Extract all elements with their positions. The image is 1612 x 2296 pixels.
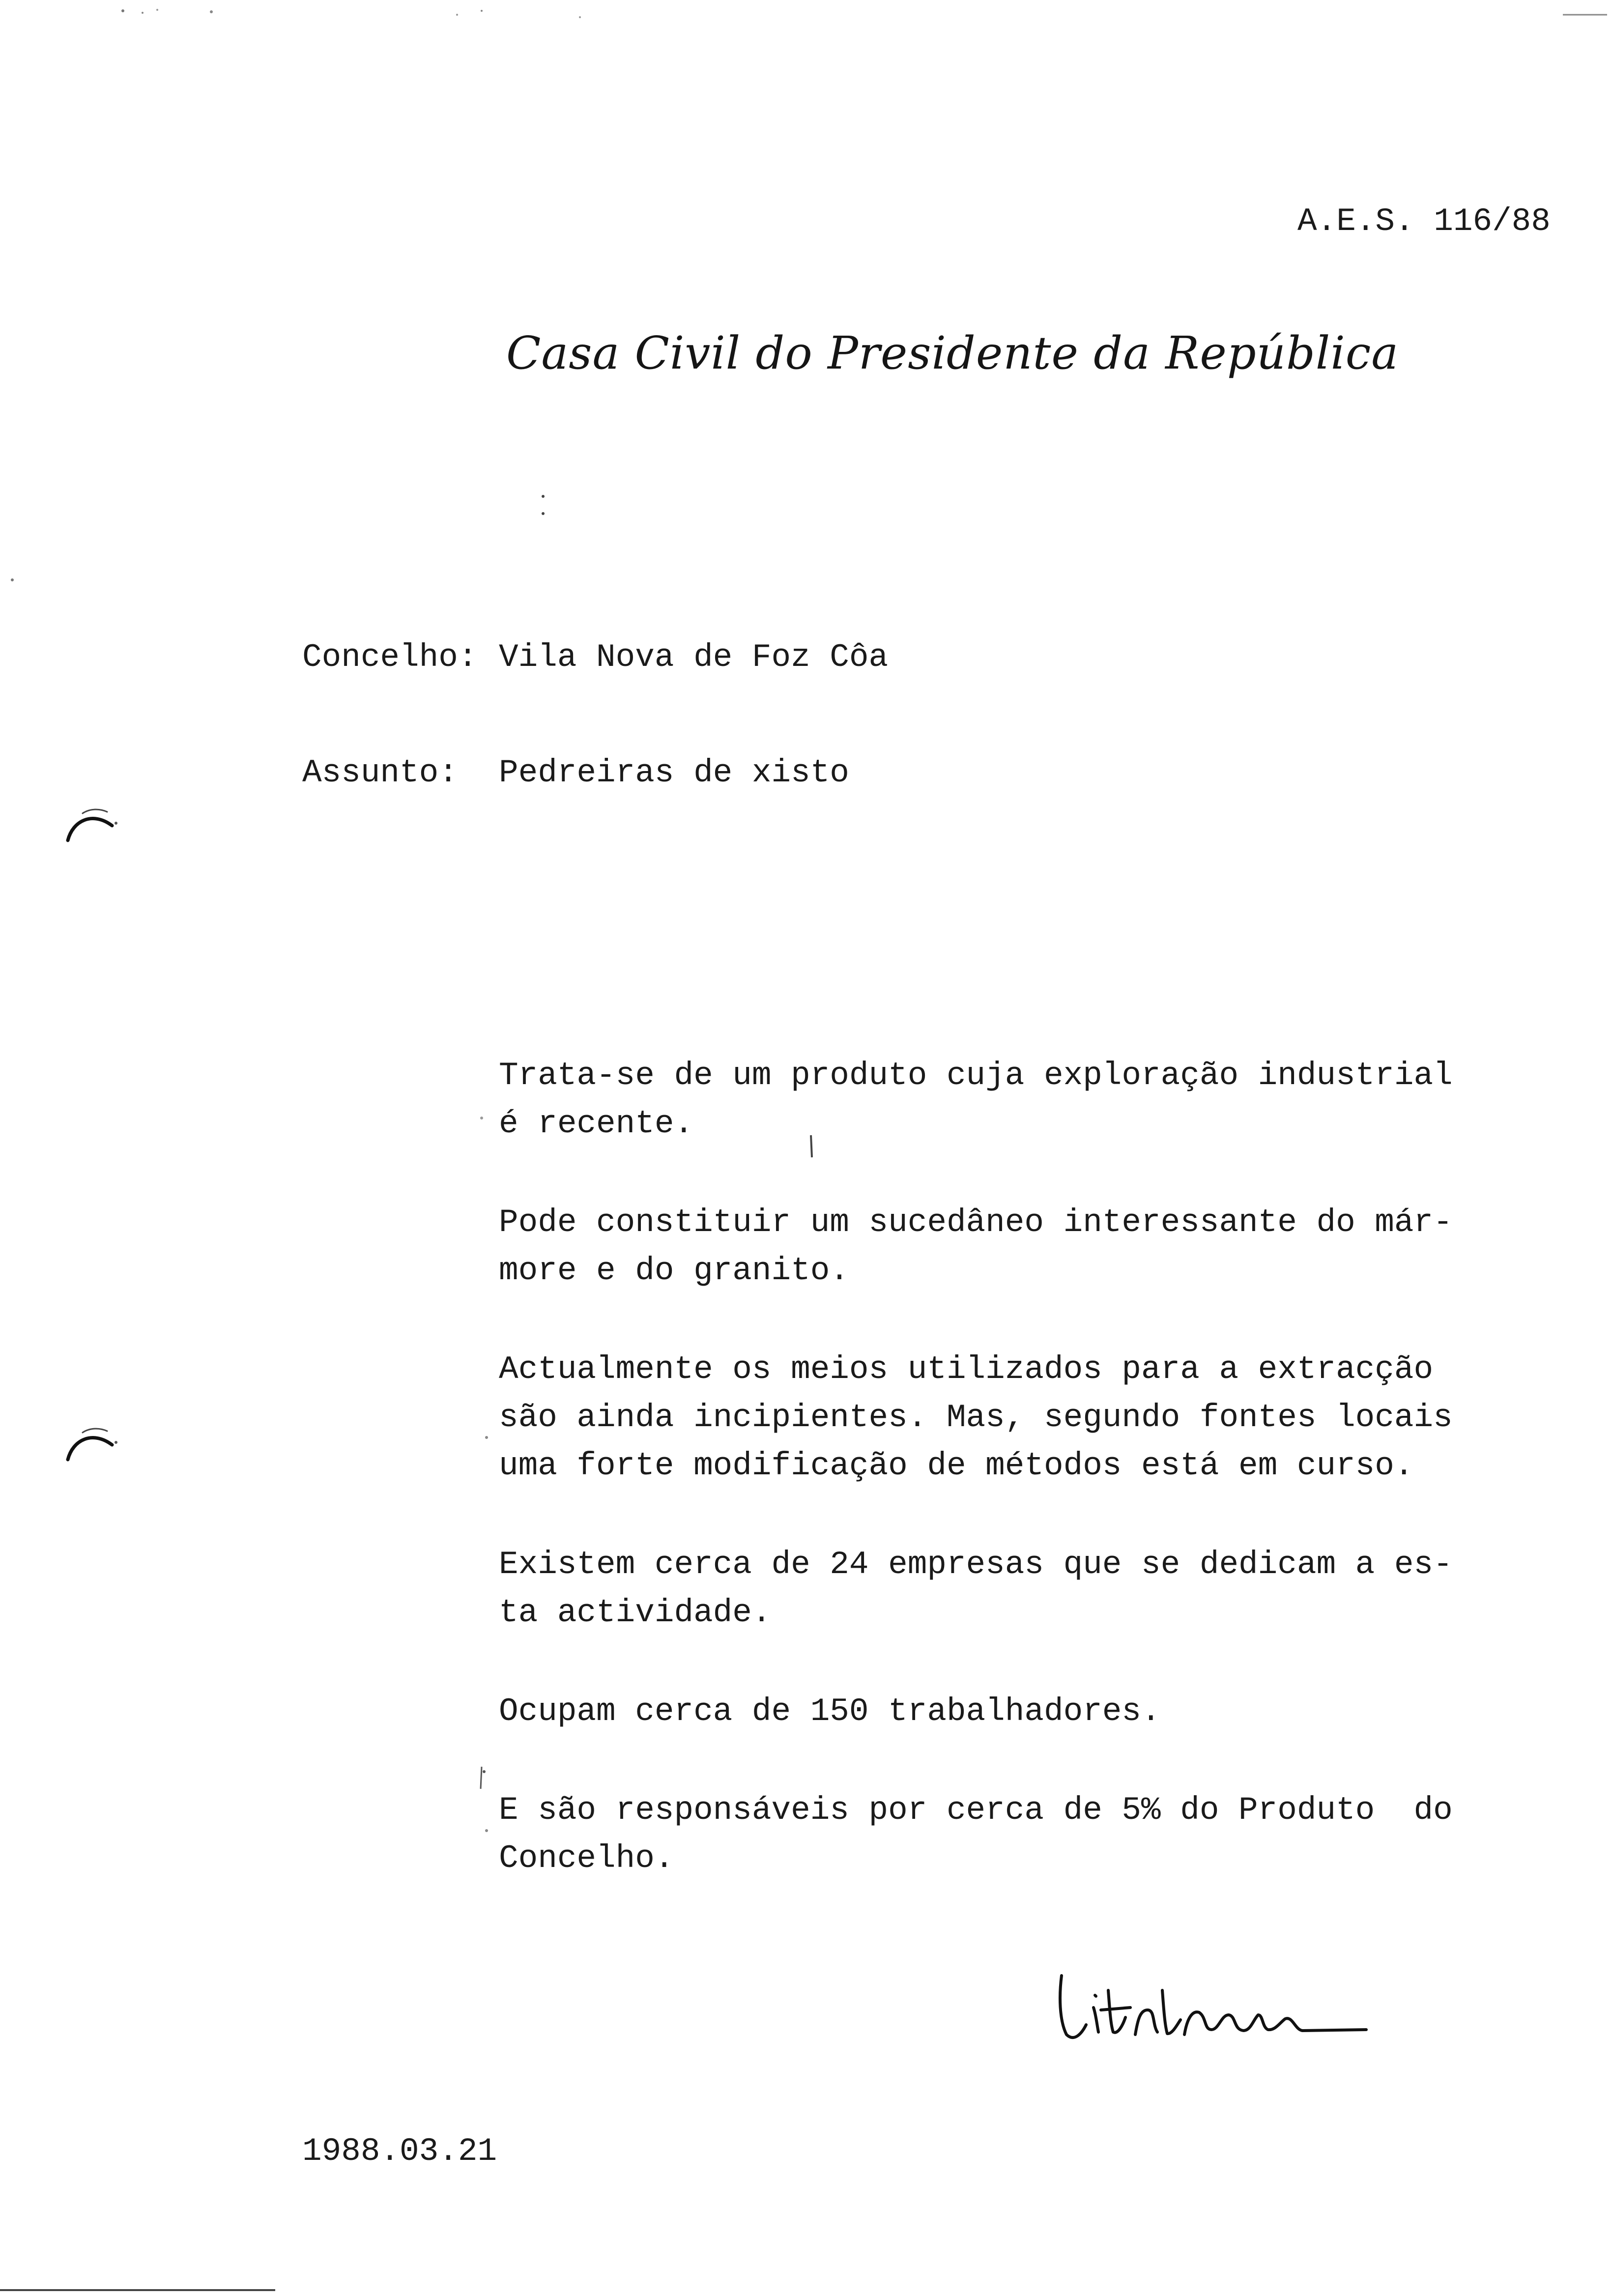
assunto-value: Pedreiras de xisto xyxy=(499,754,849,791)
assunto-label: Assunto: xyxy=(302,754,458,791)
document-date: 1988.03.21 xyxy=(302,2133,497,2170)
paragraph-3: Actualmente os meios utilizados para a extracção são ainda incipientes. Mas, segundo fontes locais uma forte modificação de métodos está em curso. xyxy=(499,1351,1453,1484)
concelho-label: Concelho: xyxy=(302,639,478,676)
concelho-value: Vila Nova de Foz Côa xyxy=(499,639,889,676)
paragraph-5: Ocupam cerca de 150 trabalhadores. xyxy=(499,1693,1161,1730)
reference-number: A.E.S. 116/88 xyxy=(1297,203,1551,240)
paragraph-4: Existem cerca de 24 empresas que se dedicam a es- ta actividade. xyxy=(499,1546,1453,1631)
paragraph-6: E são responsáveis por cerca de 5% do Produto do Concelho. xyxy=(499,1792,1453,1877)
body-text xyxy=(499,1052,1482,1933)
letterhead: Casa Civil do Presidente da República xyxy=(506,327,1399,379)
paragraph-2: Pode constituir um sucedâneo interessante do már- more e do granito. xyxy=(499,1204,1453,1289)
punch-hole-mark xyxy=(63,1420,122,1464)
paragraph-1: Trata-se de um produto cuja exploração industrial é recente. xyxy=(499,1057,1453,1142)
handwritten-signature xyxy=(1052,1961,1376,2049)
punch-hole-mark xyxy=(63,801,122,845)
